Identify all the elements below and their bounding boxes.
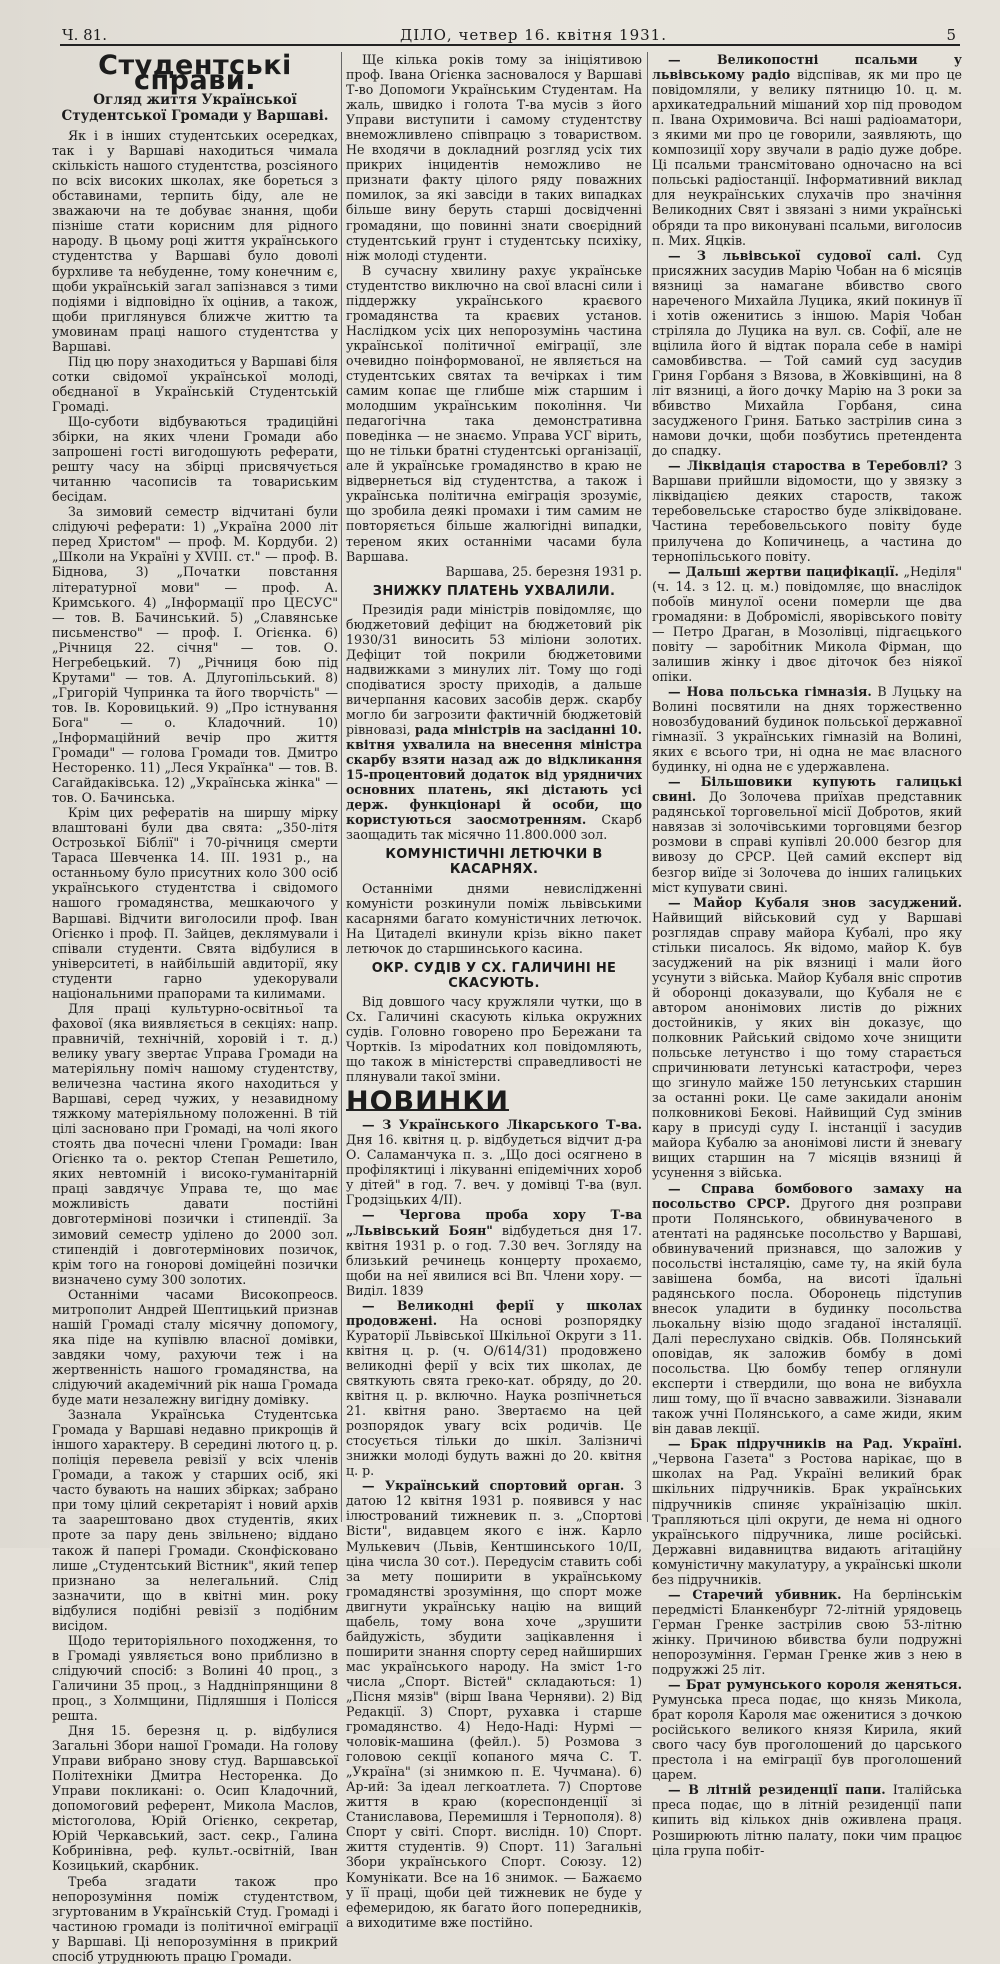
paragraph: Зазнала Українська Студентська Громада у Варшаві недавно прикрощів й іншого характеру. В середині лютого ц. р. поліція перевела ревізії у всіх членів Громади, а також у старших осіб, які часто бувають на наших збірках; забрано при тому цілий секретаріят і новий архів та заарештовано двох студентів, яких проте за пару день звільнено; віддано також й папері Громади. Сконфісковано лише „Студентський Вістник", який тепер признано за нелегальний. Слід зазначити, що в квітні мин. року відбулися подібні ревізії з подібним висідом. xyxy=(52,1407,338,1633)
news-item xyxy=(652,684,962,774)
news-item xyxy=(652,1436,962,1586)
news-item-text: Суд присяжних засудив Марію Чобан на 6 місяців вязниці за намагане вбивство свого нареченого Михайла Луцика, який покинув її і хотів оженитись з іншою. Марія Чобан стріляла до Луцика на вул. св. Софії, але не вцілила його й відтак порала себе в намірі самовбивства. — Той самий суд засудив Гриня Горбаня з Вязова, в Жовківщині, на 8 літ вязниці, а його дочку Марію на 3 роки за вбивство Михайла Горбаня, сина засудженого Гриня. Батько застрілив сина з намови дочки, щоби позбутись претендента до спадку. xyxy=(652,247,962,459)
paragraph-courts: Від довшого часу кружляли чутки, що в Сх. Галичині скасують кілька окружних судів. Головно говорено про Бережани та Чортків. Із мірodaтних кол повідомляють, що також в міністерстві справедливості не плянували такої зміни. xyxy=(346,993,642,1085)
news-item-heading: — Український спортовий орган. xyxy=(362,1478,625,1494)
heading-salary-cut: ЗНИЖКУ ПЛАТЕНЬ УХВАЛИЛИ. xyxy=(372,583,616,599)
news-item-text: Італійська преса подає, що в літній резиденції папи кипить від кількох днів оживлена праця. Розширюють літню палату, поки чим працює ціла група побіт- xyxy=(652,1782,962,1858)
paragraph-leaflets: Останніми днями невислідженні комуністи розкинули поміж львівськими касарнями багато комуністичних летючок. На Цитаделі вкинули крізь вікно пакет летючок до старшинського касина. xyxy=(346,880,642,956)
news-item xyxy=(652,564,962,684)
news-item-text: Другого дня розправи проти Полянського, обвинуваченого в атентаті на радянське посольство у Варшаві, обвинувачений признався, що заложив у посольстві інсталяцію, саме ту, на якій була завішена бомба, на висоті їдальні радянського посла. Оборонець підступив внесок уладити в будинку посольства льокальну візію щодо згаданої інсталяції. Далі переслухано свідків. Обв. Полянський оповідав, як заложив бомбу в домі посольства. Цю бомбу тепер оглянули експерти і ствердили, що вона не вибухла лиш тому, що її вчасно завважили. Зізнавали також учні Полянського, а саме жиди, яким він давав лекції. xyxy=(652,1195,962,1437)
news-item-text: В Луцьку на Волині посвятили на днях торжественно новозбудований будинок польської державної гімназії. З українських гімназій на Волині, яких є всього три, ні одна не має власного будинку, ні одна не є удержавлена. xyxy=(652,683,962,775)
paragraph: Крім цих рефератів на ширшу мірку влаштовані були два свята: „350-літя Острозької Біблії" і 70-річниця смерти Тараса Шевченка 14. ІІІ. 1931 р., на останньому було присутних коло 300 осіб українського студентства і свідомого нашого громадянства, мешкаючого у Варшаві. Відчити виголосили проф. Іван Огієнко і проф. П. Зайцев, деклямували і співали студенти. Свята відбулися в університеті, в найбільшій авдиторії, яку студенти гарно удекорували національними прапорами та килимами. xyxy=(52,805,338,1001)
paragraph: Треба згадати також про непорозуміння поміж студентством, згуртованим в Українській Студ. Громаді і частиною громади із політичної еміграції у Варшаві. Ці непорозуміння в прикрий спосіб утруднюють працю Громади. xyxy=(52,1873,338,1964)
news-item-heading: — Чергова проба хору Т-ва „Львівський Боян" xyxy=(346,1207,642,1238)
article-subtitle: Огляд життя Української Студентської Громади у Варшаві. xyxy=(61,92,329,125)
newspaper-title-date: ДІЛО, четвер 16. квітня 1931. xyxy=(400,26,667,44)
news-item-text: відбудеться дня 17. квітня 1931 р. о год. 7.30 веч. Зогляду на близький речинець концерту прохаємо, щоби на неї явилися всі Вп. Члени хору. — Виділ. 1839 xyxy=(346,1222,642,1298)
news-item-text: Румунська преса подає, що князь Микола, брат короля Кароля має оженитися з дочкою російського великого князя Кирила, який свого часу був проголошений до царського престола і на еміграції був проголошений царем. xyxy=(652,1692,962,1783)
news-item xyxy=(346,1117,642,1207)
column-1 xyxy=(52,50,338,1964)
news-item xyxy=(346,1207,642,1297)
news-item-heading: — Дальші жертви пацифікації. xyxy=(668,563,899,579)
news-item-heading: — Великодні ферії у школах продовжені. xyxy=(346,1297,642,1328)
news-item-heading: — Ліквідація староства в Теребовлі? xyxy=(668,458,948,474)
news-section-title: НОВИНКИ xyxy=(346,1086,509,1118)
news-item-heading: — В літній резиденції папи. xyxy=(668,1782,886,1798)
text: Скарб заощадить так місячно 11.800.000 зол. xyxy=(346,812,642,843)
heading-courts: ОКР. СУДІВ У СХ. ГАЛИЧИНІ НЕ СКАСУЮТЬ. xyxy=(371,960,617,991)
news-item xyxy=(652,52,962,248)
news-item-text: З датою 12 квітня 1931 р. появився у нас ілюстрований тижневик п. з. „Спортові Вісти", видавцем якого є інж. Карло Мулькевич (Львів, Кентшинського 10/ІІ, ціна числа 30 сот.). Передусім ставить собі за мету поширити в українському громадянстві зрозуміння, що спорт може двигнути українську націю на вищий щабель, тому вона хоче „зрушити байдужість, збудити зацікавлення і поширити знання спорту серед найширших мас українського народу. На зміст 1-го числа „Спорт. Вістей" складаються: 1) „Пісня мязів" (вірш Івана Черняви). 2) Від Редакції. 3) Спорт, рухавка і старше громадянство. 4) Недо-Наді: Нурмі — чоловік-машина (фейл.). 5) Розмова з головою секції копаного мяча С. Т. „Україна" (зі знимкою п. Е. Чучмана). 6) Ар-ий: За ідеал легкоатлета. 7) Спортове життя в краю (кореспонденції зі Станиславова, Перемишля і Тернополя). 8) Спорт у світі. Спорт. вислідн. 10) Спорт. життя студентів. 9) Спорт. 11) Загальні Збори українського Спорт. Союзу. 12) Комунікати. Все на 16 знимок. — Бажаємо у її праці, щоби цей тижневик не буде у ефемеридою, як багато його попередників, а виходитиме вже постійно. xyxy=(346,1478,642,1930)
news-item-text: На берлінськім передмісті Бланкенбург 72-літній урядовець Герман Гренке застрілив свою 53-літню жінку. Причиною вбивства були подружні непорозуміння. Герман Гренке жив з нею в подружжі 25 літ. xyxy=(652,1586,962,1678)
page-number-right: 5 xyxy=(946,26,956,44)
column-3 xyxy=(652,52,962,1858)
paragraph: В сучасну хвилину рахує українське студентство виключно на свої власні сили і піддержку українського краєвого громадянства та краєвих установ. Наслідком усіх цих непорозумінь частина української політичної еміграції, зле очевидно поінформованої, не являється на студентських святах та вечірках і тим самим копає ще глибше між старшим і молодшим українським покоління. Чи педагогічна така демонстративна поведінка — не знаємо. Управа УСГ вірить, що не тільки братні студентські організації, але й українське громадянство в краю не відвернеться від студентства, а також і українська політична еміграція зрозуміє, що зробила деякі промахи і тим самим не повторяється більше жалюгідні випадки, тереном яких останніми часами була Варшава. xyxy=(346,262,642,564)
text: Президія ради міністрів повідомляє, що бюджетовий дефіцит на бюджетовий рік 1930/31 виносить 53 міліони золотих. Дефіцит той покрили бюджетовими надвижками з минулих літ. Тому що годі сподіватися зросту приходів, а дальше вичерпання касових засобів держ. скарбу могло би загрозити фактичній бюджетовій рівновазі, xyxy=(346,601,642,738)
news-item-heading: — Брак підручників на Рад. Україні. xyxy=(668,1436,962,1452)
news-item-text: З Варшави прийшли відомости, що у звязку з ліквідацією деяких староств, також теребовельське староство буде зліквідоване. Частина теребовельського повіту буде прилучена до Копичинець, а частина до тернопільського повіту. xyxy=(652,458,962,564)
news-item-heading: — Брат румунського короля женяться. xyxy=(668,1677,962,1693)
news-item xyxy=(652,1181,962,1437)
paragraph: Дня 15. березня ц. р. відбулися Загальні Збори нашої Громади. На голову Управи вибрано знову студ. Варшавської Політехніки Дмитра Несторенка. До Управи покликані: о. Осип Кладочний, допомоговий референт, Микола Маслов, містоголова, Юрій Огієнко, секретар, Юрій Черкавський, заст. секр., Галина Кобринівна, реф. культ.-освітній, Іван Козицький, скарбник. xyxy=(52,1723,338,1874)
article-signature: Варшава, 25. березня 1931 р. xyxy=(445,563,642,579)
header-rule xyxy=(60,44,960,46)
news-item-heading: — Майор Кубаля знов засуджений. xyxy=(668,894,962,910)
news-item xyxy=(346,1298,642,1479)
page-number-left: Ч. 81. xyxy=(62,26,107,44)
paragraph: Щодо територіяльного походження, то в Громаді уявляється воно приблизно в слідуючий спосіб: з Волині 40 проц., з Галичини 35 проц., з Наддніпрянщини 8 проц., з Холмщини, Підляшшя і Полісся решта. xyxy=(52,1632,338,1724)
article-title-student-affairs: Студентські справи. xyxy=(98,50,292,97)
news-item xyxy=(652,248,962,459)
paragraph-salary-cut xyxy=(346,602,642,843)
news-item-text: Найвищий військовий суд у Варшаві розглядав справу майора Кубалі, про яку стільки писалось. Як відомо, майор К. був засуджений на рік вязниці і мали його усунути з війська. Майор Кубаля вніс спротив й оборонці доказували, що Кубаля не є автором анонімових листів до ріжних достойників, у яких він доказує, що полковник Райський свідомо хоче знищити польське летунство і що тому старається спричинювати летунські катастрофи, через що згинуло майже 150 летунських старшин за останні роки. Це саме закидали анонім полковникові Бекові. Найвищий Суд змінив кару в присуді суду І. інстанції і засудив майора Кубалю за анонімові листи й зневагу вищих старшин на 7 місяців вязниці й усунення з війська. xyxy=(652,909,962,1181)
news-item-heading: — З львівської судової салі. xyxy=(668,247,922,263)
paragraph: Що-суботи відбуваються традиційні збірки, на яких члени Громади або запрошені гості вигодошують реферати, решту часу на збірці присвячується читанню часописів та товариським бесідам. xyxy=(52,413,338,505)
news-item-heading: — З Українського Лікарського Т-ва. xyxy=(362,1117,642,1133)
bold-text: рада міністрів на засіданні 10. квітня ухвалила на внесення міністра скарбу взяти назад аж до відкликання 15-процентовий додаток від урядничих основних платень, які дістають усі держ. функціонарі й особи, що користуються заосмотренням. xyxy=(346,722,642,828)
paragraph: Ще кілька років тому за ініціятивою проф. Івана Огієнка засновалося у Варшаві Т-во Допомоги Українським Студентам. На жаль, швидко і голота Т-ва мусів з його Управи виступити і самому студентству внеможливлено співпрацю з товариством. Не входячи в докладний розгляд усіх тих прикрих інцидентів неможливо не признати факту цілого ряду поважних помилок, за які завсіди в таких випадках більше вину беруть старші досвідченні громадяни, що повинні знати своєрідний студентський грунт і студентську психіку, ніж молоді студенти. xyxy=(346,52,642,263)
paragraph: Для праці культурно-освітньої та фахової (яка виявляється в секціях: напр. правничій, технічній, хоровій і т. д.) велику увагу звертає Управа Громади на матеріяльну поміч нашому студентству, величезна частина якого находиться у Варшаві, серед чужих, у незавидному тяжкому матеріяльному положенні. В тій цілі засновано при Громаді, на чолі якого стоять два почесні члени Громади: Іван Огієнко та о. ректор Степан Решетило, яких невтомній і високо-гуманітарній праці завдячує Управа те, що має можливість давати постійні довготермінові позички і стипендії. За зимовий семестр уділено до 2000 зол. стипендій і довготермінових позичок, крім того на гонорові доміцейні позички визначено суму 300 золотих. xyxy=(52,1000,338,1287)
news-item-heading: — Нова польська гімназія. xyxy=(668,683,872,699)
news-item xyxy=(652,1587,962,1677)
news-item xyxy=(652,895,962,1181)
news-item-heading: — Справа бомбового замаху на посольство СРСР. xyxy=(652,1180,962,1211)
news-item-heading: — Старечий убивник. xyxy=(668,1586,842,1602)
news-item-text: відспівав, як ми про це повідомляли, у велику пятницю 10. ц. м. архикатедральний мішаний хор під проводом п. Івана Охримовича. Всі наші радіоаматори, з якими ми про це говорили, заявляють, що композиції хору звучали в радіо дуже добре. Ці псальми трансмітовано одночасно на всі польські радіостанції. Інформативний виклад для неукраїнських слухачів про значіння Великодних Свят і звязані з ними українські обряди та про виконувані псальми, виголосив п. Мих. Яцків. xyxy=(652,67,962,248)
masthead xyxy=(60,22,960,44)
column-divider-2 xyxy=(647,52,648,1522)
news-item-text: „Червона Газета" з Ростова нарікає, що в школах на Рад. Україні великий брак шкільних підручників. Брак українських підручників спиняє українізацію шкіл. Трапляються цілі округи, де нема ні одного українського підручника, лише російські. Державні видавництва видають агітаційну комуністичну макулатуру, а українські школи без підручників. xyxy=(652,1451,962,1587)
column-divider-1 xyxy=(341,52,342,1522)
paragraph: Під цю пору знаходиться у Варшаві біля сотки свідомої української молоді, обєднаної в Українській Студентській Громаді. xyxy=(52,353,338,414)
news-item-text: На основі розпорядку Кураторії Львівської Шкільної Округи з 11. квітня ц. р. (ч. О/614/31) продовжено великодні ферії у всіх тих школах, де святкують свята греко-кат. обряду, до 20. квітня ц. р. включно. Наука розпічнеться 21. квітня рано. Звертаємо на цей розпорядок увагу всіх родичів. Це стосується тільки до шкіл. Залізничі знижки молоді будуть важні до 20. квітня ц. р. xyxy=(346,1312,642,1479)
news-item-text: До Золочева приїхав представник радянської торговельної місії Добротов, який навязав зі золочівськими торговцями безгор розмови в справі купівлі 20.000 безгор для вивозу до СРСР. Цей самий експерт від безгор виїде зі Золочева до інших галицьких міст купувати свині. xyxy=(652,789,962,895)
news-item-heading: — Великопостні псальми у львівському радіо xyxy=(652,52,962,83)
news-item-text: „Неділя" (ч. 14. з 12. ц. м.) повідомляє, що внаслідок побоїв минулої осени померли ще два громадяни: в Доброміслі, яворівського повіту — Петро Драган, в Мозолівці, підгаєцького повіту — заробітник Микола Фірман, що залишив жінку і двоє діточок без ніякої опіки. xyxy=(652,563,962,684)
news-item-text: Дня 16. квітня ц. р. відбудеться відчит д-ра О. Саламанчука п. з. „Що досі осягнено в профіляктиці і лікуванні епідемічних хороб у дітей" в год. 7. веч. у домівці Т-ва (вул. Гродзіцьких 4/ІІ). xyxy=(346,1132,642,1208)
column-2 xyxy=(346,52,642,1930)
news-item xyxy=(346,1478,642,1929)
paragraph: Як і в інших студентських осередках, так і у Варшаві находиться чимала скількість нашого студентства, розсіяного по всіх високих школах, яке бореться з обставинами, терпить біду, але не зважаючи на те добуває знання, щоби пізніше стати корисним для рідного народу. В цьому році життя українського студентства у Варшаві було доволі бурхливе та небуденне, тому конечним є, щоби українській загал запізнався з тими подіями і відповідно їх оцінив, а також, щоби приглянувся ближче життю та умовинам праці нашого студентства у Варшаві. xyxy=(52,128,338,354)
paragraph: Останніми часами Високопреосв. митрополит Андрей Шептицький признав нашій Громаді сталу місячну допомогу, яка піде на купівлю власної домівки, завдяки чому, рахуючи теж і на жертвенність нашого громадянства, на слідуючий академічний рік наша Громада буде мати незалежну вигідну домівку. xyxy=(52,1286,338,1408)
news-item xyxy=(652,774,962,894)
news-item xyxy=(652,458,962,563)
news-item-heading: — Більшовики купують галицькі свині. xyxy=(652,774,962,805)
news-item xyxy=(652,1677,962,1782)
heading-communist-leaflets: КОМУНІСТИЧНІ ЛЕТЮЧКИ В КАСАРНЯХ. xyxy=(385,847,603,878)
news-item xyxy=(652,1782,962,1857)
paragraph: За зимовий семестр відчитані були слідуючі реферати: 1) „Україна 2000 літ перед Христом" — проф. М. Кордуби. 2) „Школи на Україні у XVIII. ст." — проф. В. Біднова, 3) „Початки повстання літературної мови" — проф. А. Кримського. 4) „Інформації про ЦЕСУС" — тов. В. Бачинський. 5) „Славянське письменство" — проф. І. Огієнка. 6) „Річниця 22. січня" — тов. О. Негребецький. 7) „Річниця бою під Крутами" — тов. А. Длугопільський. 8) „Григорій Чупринка та його творчість" — тов. Ів. Коровицький. 9) „Про істнування Бога" — о. Кладочний. 10) „Інформаційний вечір про життя Громади" — голова Громади тов. Дмитро Несторенко. 11) „Леся Українка" — тов. В. Сагайдаківська. 12) „Українська жінка" — тов. О. Бачинська. xyxy=(52,504,338,806)
